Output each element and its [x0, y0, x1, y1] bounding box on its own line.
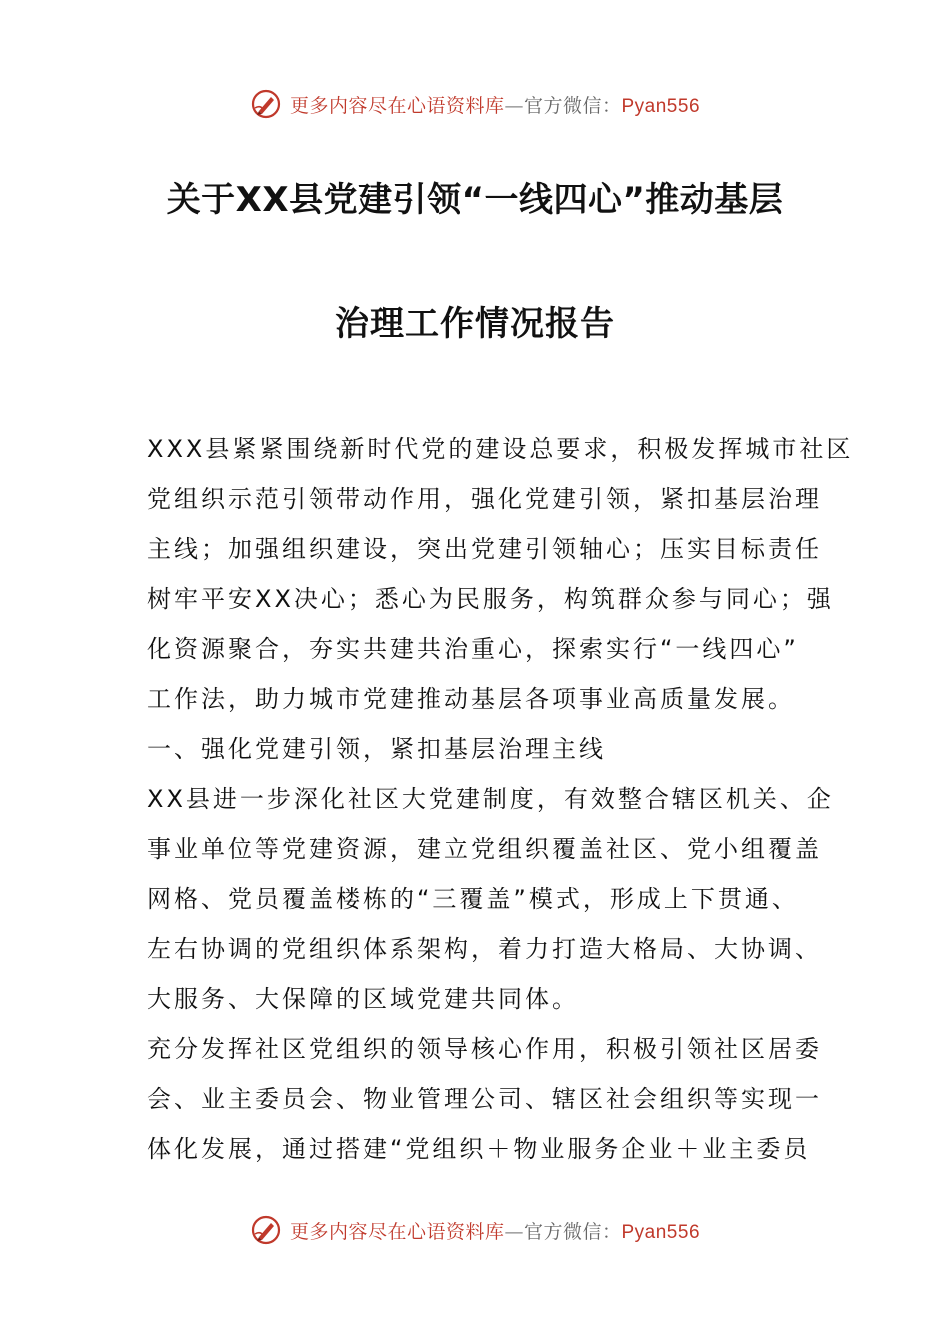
body-line: 党组织示范引领带动作用，强化党建引领，紧扣基层治理 — [147, 485, 822, 513]
body-line: 事业单位等党建资源，建立党组织覆盖社区、党小组覆盖 — [147, 835, 822, 863]
body-line: XX县进一步深化社区大党建制度，有效整合辖区机关、企 — [147, 785, 834, 813]
body-line: 网格、党员覆盖楼栋的“三覆盖”模式，形成上下贯通、 — [147, 885, 799, 913]
body-line: 左右协调的党组织体系架构，着力打造大格局、大协调、 — [147, 935, 822, 963]
body-line: 化资源聚合，夯实共建共治重心，探索实行“一线四心” — [147, 635, 799, 663]
document-title-line-2: 治理工作情况报告 — [335, 304, 615, 344]
watermark-wechat-id: Pyan556 — [621, 95, 701, 117]
watermark-separator: — — [504, 94, 524, 117]
watermark-wechat-id: Pyan556 — [621, 1221, 701, 1243]
body-line: 大服务、大保障的区域党建共同体。 — [147, 985, 579, 1013]
body-line: 工作法，助力城市党建推动基层各项事业高质量发展。 — [147, 685, 795, 713]
watermark-main-text: 更多内容尽在心语资料库 — [289, 94, 505, 117]
body-line: 体化发展，通过搭建“党组织＋物业服务企业＋业主委员 — [147, 1135, 811, 1163]
watermark-text — [290, 91, 700, 118]
watermark-separator: — — [504, 1220, 524, 1243]
body-line: 会、业主委员会、物业管理公司、辖区社会组织等实现一 — [147, 1085, 822, 1113]
watermark-wechat-label: 官方微信： — [523, 94, 622, 117]
document-title-line-1: 关于XX县党建引领“一线四心”推动基层 — [166, 180, 784, 220]
watermark-text — [290, 1217, 700, 1244]
header-watermark-banner — [0, 84, 950, 124]
section-heading: 一、强化党建引领，紧扣基层治理主线 — [147, 735, 606, 763]
body-line: XXX县紧紧围绕新时代党的建设总要求，积极发挥城市社区 — [147, 435, 854, 463]
pen-logo-icon — [250, 1214, 282, 1246]
footer-watermark-banner — [0, 1210, 950, 1250]
pen-logo-icon — [250, 88, 282, 120]
watermark-wechat-label: 官方微信： — [523, 1220, 622, 1243]
body-line: 主线；加强组织建设，突出党建引领轴心；压实目标责任 — [147, 535, 822, 563]
body-line: 树牢平安XX决心；悉心为民服务，构筑群众参与同心；强 — [147, 585, 834, 613]
body-line: 充分发挥社区党组织的领导核心作用，积极引领社区居委 — [147, 1035, 822, 1063]
watermark-main-text: 更多内容尽在心语资料库 — [289, 1220, 505, 1243]
